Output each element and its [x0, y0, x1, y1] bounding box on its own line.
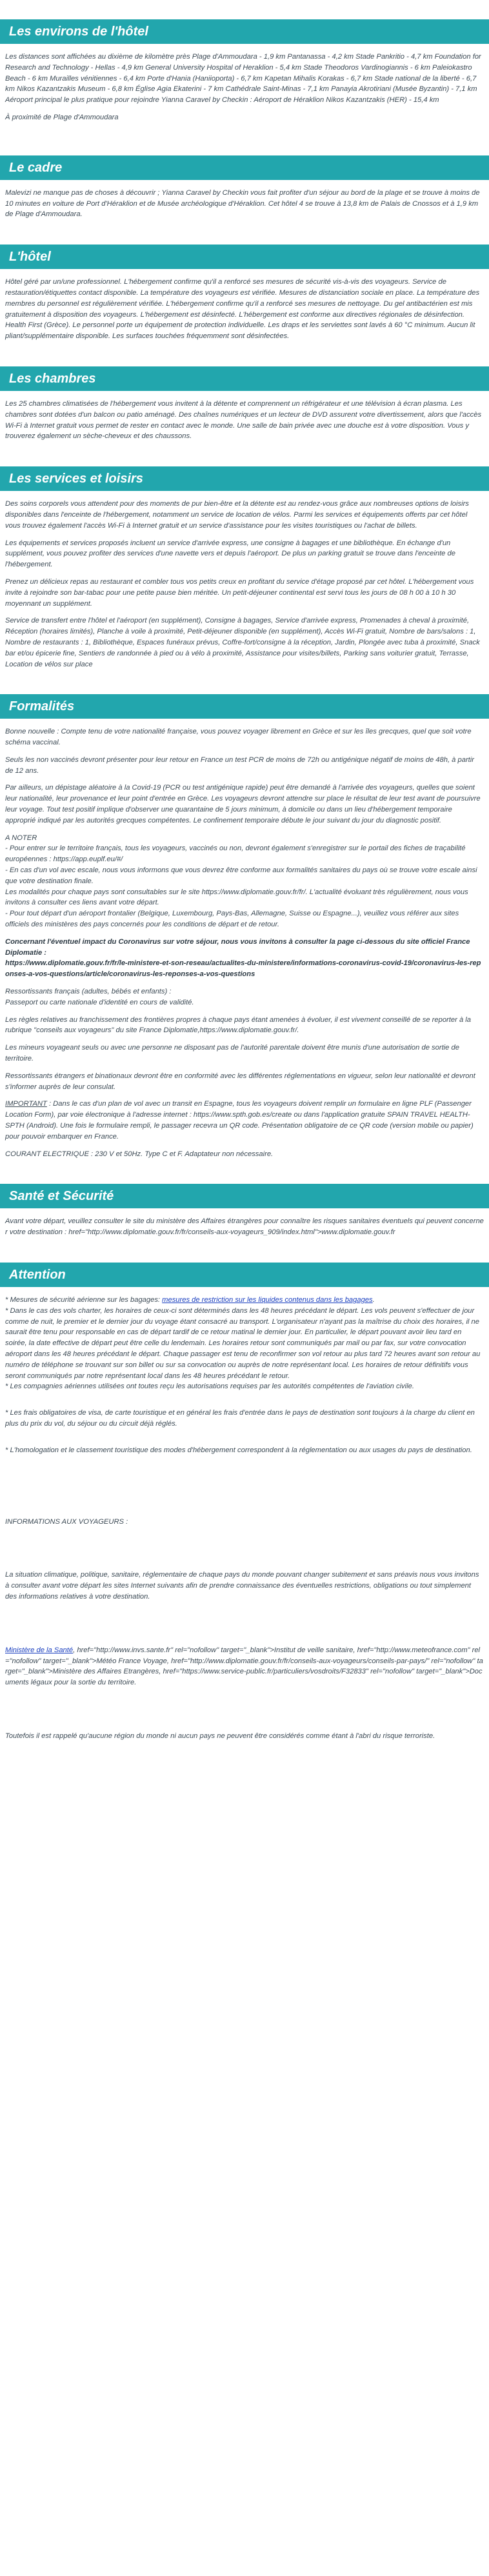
- environs-distances: Les distances sont affichées au dixième de kilomètre près Plage d'Ammoudara - 1,9 km Pantanassa - 4,2 km Stade Pankritio - 4,7 km Foundation for Research and Technology - Hellas - 4,9 km General University Hospital of Heraklion - 5,4 km Stade Theodoros Vardinogiannis - 6 km Paleiokastro Beach - 6 km Murailles vénitiennes - 6,4 km Porte d'Hania (Haniioporta) - 6,7 km Kapetan Mihalis Korakas - 6,7 km Stade national de la liberté - 6,7 km Nikos Kazantzakis Museum - 6,8 km Église Agia Ekaterini - 7 km Cathédrale Saint-Minas - 7,1 km Panayia Akrotiriani (Musée Byzantin) - 7,1 km Aéroport principal le plus pratique pour rejoindre Yianna Caravel by Checkin : Aéroport de Héraklion Nikos Kazantzakis (HER) - 15,4 km: [5, 53, 481, 105]
- section-hotel: [0, 277, 489, 342]
- important-label: IMPORTANT: [5, 1100, 47, 1108]
- services-text-1: Des soins corporels vous attendent pour des moments de pur bien-être et la détente est au rendez-vous grâce aux nombreuses options de loisirs disponibles dans l'enceinte de l'hébergement, notamment un service de location de vélos. Parmi les services et équipements offerts par cet hôtel vous trouvez également l'accès Wi-Fi à Internet gratuit et un service d'assistance pour les visites touristiques ou l'achat de billets.: [5, 500, 469, 530]
- travelers-info-text: La situation climatique, politique, sanitaire, réglementaire de chaque pays du monde pouvant changer subitement et sans préavis nous vous invitons à consulter avant votre départ les sites Internet suivants afin de prendre connaissance des éventuelles restrictions, obligations ou tout simplement des informations relatives à votre destination.: [5, 1571, 479, 1601]
- residents-text: Passeport ou carte nationale d'identité en cours de validité.: [5, 998, 194, 1006]
- formalities-text-1: Bonne nouvelle : Compte tenu de votre nationalité française, vous pouvez voyager librement en Grèce et sur les îles grecques, quel que soit votre schéma vaccinal.: [5, 728, 472, 747]
- formalities-text-6: Ressortissants étrangers et binationaux devront être en conformité avec les différentes réglementations en vigueur, selon leur nationalité et devront s'informer auprès de leur consulat.: [5, 1072, 475, 1091]
- important-notice: [5, 1099, 484, 1142]
- note-3: Les modalités pour chaque pays sont consultables sur le site https://www.diplomatie.gouv.fr/fr/. L'actualité évoluant très régulièrement, nous vous invitons à consulter ces liens avant votre départ.: [5, 888, 468, 907]
- formalities-text-3: Par ailleurs, un dépistage aléatoire à la Covid-19 (PCR ou test antigénique rapide) peut être demandé à l'arrivée des voyageurs, quelles que soient leur nationalité, leur provenance et leur point d'entrée en Grèce. Les voyageurs devront attendre sur place le résultat de leur test avant de poursuivre leur voyage. Tout test positif implique d'observer une quarantaine de 5 jours minimum, à domicile ou dans un lieu d'hébergement temporaire approprié indiqué par les autorités grecques compétentes. Le confinement temporaire débute le jour suivant du jour du diagnostic positif.: [5, 784, 481, 824]
- electric-current: COURANT ELECTRIQUE : 230 V et 50Hz. Type C et F. Adaptateur non nécessaire.: [5, 1150, 274, 1158]
- residents-title: Ressortissants français (adultes, bébés et enfants) :: [5, 988, 172, 996]
- section-title-attention: Attention: [0, 1263, 489, 1287]
- travelers-info-title: INFORMATIONS AUX VOYAGEURS :: [5, 1517, 128, 1526]
- section-title-setting: Le cadre: [0, 155, 489, 180]
- section-health: [0, 1216, 489, 1238]
- coronavirus-notice: Concernant l'éventuel impact du Coronavirus sur votre séjour, nous vous invitons à consulter la page ci-dessous du site officiel France Diplomatie :: [5, 937, 470, 957]
- section-title-formalities: Formalités: [0, 694, 489, 719]
- hotel-text: Hôtel géré par un/une professionnel. L'hébergement confirme qu'il a renforcé ses mesures de sécurité vis-à-vis des voyageurs. Service de restauration/étiquettes contact disponible. La température des voyageurs est vérifiée. Mesures de distanciation sociale en place. La température des membres du personnel est régulièrement vérifiée. L'hébergement confirme qu'il a renforcé ses mesures de nettoyage. Du gel antibactérien est mis gratuitement à disposition des voyageurs. L'hébergement est désinfecté. L'hébergement est conforme aux directives régionales de désinfection. Health First (Grèce). Le personnel porte un équipement de protection individuelle. Les draps et les serviettes sont lavés à 60 °C minimum. Aucun lit pliant/supplémentaire disponible. Les surfaces touchées fréquemment sont désinfectées.: [5, 278, 480, 341]
- section-attention: [0, 1295, 489, 1742]
- environs-proximity: À proximité de Plage d'Ammoudara: [5, 113, 119, 121]
- section-services: [0, 499, 489, 670]
- health-text: Avant votre départ, veuillez consulter le site du ministère des Affaires étrangères pour connaître les risques sanitaires éventuels qui peuvent concerner votre destination : href="http://www.diplomatie.gouv.fr/fr/conseils-aux-voyageurs_909/index.html">www.diplomatie.gouv.fr: [5, 1217, 484, 1237]
- section-title-services: Les services et loisirs: [0, 466, 489, 491]
- setting-text: Malevizi ne manque pas de choses à découvrir ; Yianna Caravel by Checkin vous fait profiter d'un séjour au bord de la plage et se trouve à moins de 10 minutes en voiture de Port d'Héraklion et de Musée archéologique d'Héraklion. Cet hôtel 4 se trouve à 13,8 km de Palais de Cnossos et à 1,9 km de Plage d'Ammoudara.: [5, 188, 480, 219]
- useful-links-rest: , href="http://www.invs.sante.fr" rel="nofollow" target="_blank">Institut de veille sanitaire, href="http://www.meteofrance.com" rel="nofollow" target="_blank">Météo France Voyage, href="http://www.diplomatie.gouv.fr/fr/conseils-aux-voyageurs/conseils-par-pays/" rel="nofollow" target="_blank">Ministère des Affaires Etrangères, href="https://www.service-public.fr/particuliers/vosdroits/F32833" rel="nofollow" target="_blank">Documents légaux pour la sortie du territoire.: [5, 1646, 483, 1687]
- section-formalities: [0, 726, 489, 1159]
- attention-classification: * L'homologation et le classement touristique des modes d'hébergement correspondent à la réglementation ou aux usages du pays de destination.: [5, 1446, 472, 1454]
- section-environs: [0, 52, 489, 123]
- services-list: Service de transfert entre l'hôtel et l'aéroport (en supplément), Consigne à bagages, Service d'arrivée express, Promenades à cheval à proximité, Réception (horaires limités), Planche à voile à proximité, Petit-déjeuner disponible (en supplément), Accès Wi-Fi gratuit, Nombre de bars/salons : 1, Nombre de restaurants : 1, Bibliothèque, Espaces funéraux prévus, Coffre-fort/consigne à la réception, Jardin, Plongée avec tuba à proximité, Snack bar et/ou épicerie fine, Sentiers de randonnée à pied ou à vélo à proximité, Assistance pour visites/billets, Parking sans voiturier gratuit, Terrasse, Location de vélos sur place: [5, 617, 480, 668]
- attention-fees: * Les frais obligatoires de visa, de carte touristique et en général les frais d'entrée dans le pays de destination sont toujours à la charge du client en plus du prix du vol, du séjour ou du circuit déjà réglés.: [5, 1409, 475, 1428]
- attention-luggage: [5, 1295, 484, 1306]
- coronavirus-link[interactable]: https://www.diplomatie.gouv.fr/fr/le-ministere-et-son-reseau/actualites-du-ministere/informations-coronavirus-covid-19/coronavirus-les-reponses-a-vos-questions/article/coronavirus-les-reponses-a-vos-questions: [5, 959, 481, 979]
- formalities-text-5: Les mineurs voyageant seuls ou avec une personne ne disposant pas de l'autorité parentale doivent être munis d'une autorisation de sortie de territoire.: [5, 1044, 459, 1063]
- section-rooms: [0, 399, 489, 442]
- note-4: - Pour tout départ d'un aéroport frontalier (Belgique, Luxembourg, Pays-Bas, Allemagne, Suisse ou Espagne...), veuillez vous référer aux sites officiels des ministères des pays concernés pour les conditions de départ et de retour.: [5, 910, 459, 929]
- note-1: - Pour entrer sur le territoire français, tous les voyageurs, vaccinés ou non, devront également s'enregistrer sur le portail des fiches de traçabilité européennes : https://app.euplf.eu/#/: [5, 844, 466, 864]
- formalities-text-2: Seuls les non vaccinés devront présenter pour leur retour en France un test PCR de moins de 72h ou antigénique négatif de moins de 48h, à partir de 12 ans.: [5, 755, 475, 775]
- services-text-2: Les équipements et services proposés incluent un service d'arrivée express, une consigne à bagages et une bibliothèque. En échange d'un supplément, vous pouvez profiter des services d'une navette vers et depuis l'aéroport. De plus un parking gratuit se trouve dans l'enceinte de l'hébergement.: [5, 539, 455, 569]
- rooms-text: Les 25 chambres climatisées de l'hébergement vous invitent à la détente et comprennent un réfrigérateur et une télévision à écran plasma. Les chambres sont dotées d'un balcon ou patio aménagé. Des chaînes numériques et un lecteur de DVD assurent votre divertissement, alors que l'accès Wi-Fi à Internet gratuit vous permet de rester en contact avec le monde. Une salle de bain privée avec une douche est à votre disposition. Vous y trouverez également un sèche-cheveux et des chaussons.: [5, 399, 482, 441]
- useful-links: [5, 1645, 484, 1688]
- attention-charter: * Dans le cas des vols charter, les horaires de ceux-ci sont déterminés dans les 48 heures précédant le départ. Les vols peuvent s'effectuer de jour comme de nuit, le premier et le dernier jour du voyage étant consacré au transport. L'organisateur n'ayant pas la maîtrise du choix des horaires, il ne saurait être tenu pour responsable en cas de départ tardif de ce retour matinal le dernier jour. En particulier, le départ pouvant avoir lieu tard en soirée, la date effective de départ peut être celle du lendemain. Les horaires retour sont communiqués par mail ou par fax, sur votre convocation aéroport dans les 48 heures précédant le départ. Chaque passager est tenu de reconfirmer son vol retour au plus tard 72 heures avant son retour au numéro de téléphone se trouvant sur son billet ou sur sa convocation ou auprès de notre représentant local. Les horaires de retour définitifs vous seront communiqués par notre représentant local dans les 48 heures précédant le retour.: [5, 1306, 481, 1380]
- section-title-environs: Les environs de l'hôtel: [0, 19, 489, 44]
- attention-airlines: * Les compagnies aériennes utilisées ont toutes reçu les autorisations requises par les autorités compétentes de l'aviation civile.: [5, 1383, 414, 1391]
- liquids-restriction-link[interactable]: mesures de restriction sur les liquides contenus dans les bagages: [162, 1295, 373, 1304]
- important-text: : Dans le cas d'un plan de vol avec un transit en Espagne, tous les voyageurs doivent remplir un formulaire en ligne PLF (Passenger Location Form), par voie électronique à l'adresse internet : https://www.spth.gob.es/create ou dans l'application gratuite SPAIN TRAVEL HEALTH-SPTH (Android). Une fois le formulaire rempli, le passager recevra un QR code. Présentation obligatoire de ce QR code (version mobile ou papier) pour pouvoir embarquer en France.: [5, 1100, 474, 1141]
- section-title-health: Santé et Sécurité: [0, 1184, 489, 1208]
- luggage-period: .: [372, 1295, 375, 1304]
- note-title: A NOTER: [5, 834, 37, 842]
- section-title-rooms: Les chambres: [0, 366, 489, 391]
- formalities-text-4: Les règles relatives au franchissement des frontières propres à chaque pays étant amenées à évoluer, il est vivement conseillé de se reporter à la rubrique "conseils aux voyageurs" du site France Diplomatie,https://www.diplomatie.gouv.fr/.: [5, 1015, 471, 1035]
- luggage-text: * Mesures de sécurité aérienne sur les bagages:: [5, 1295, 163, 1304]
- health-ministry-link[interactable]: Ministère de la Santé: [5, 1646, 74, 1654]
- services-text-3: Prenez un délicieux repas au restaurant et combler tous vos petits creux en profitant du service d'étage proposé par cet hôtel. L'hébergement vous invite à rejoindre son bar-tabac pour une petite pause bien méritée. Un petit-déjeuner continental est servi tous les jours de 08 h 00 à 10 h 30 moyennant un supplément.: [5, 577, 474, 608]
- terrorism-notice: Toutefois il est rappelé qu'aucune région du monde ni aucun pays ne peuvent être considérés comme étant à l'abri du risque terroriste.: [5, 1732, 435, 1740]
- section-setting: [0, 188, 489, 220]
- section-title-hotel: L'hôtel: [0, 245, 489, 269]
- note-2: - En cas d'un vol avec escale, nous vous informons que vous devrez être conforme aux formalités sanitaires du pays où se trouve votre escale ainsi que votre destination finale.: [5, 866, 477, 885]
